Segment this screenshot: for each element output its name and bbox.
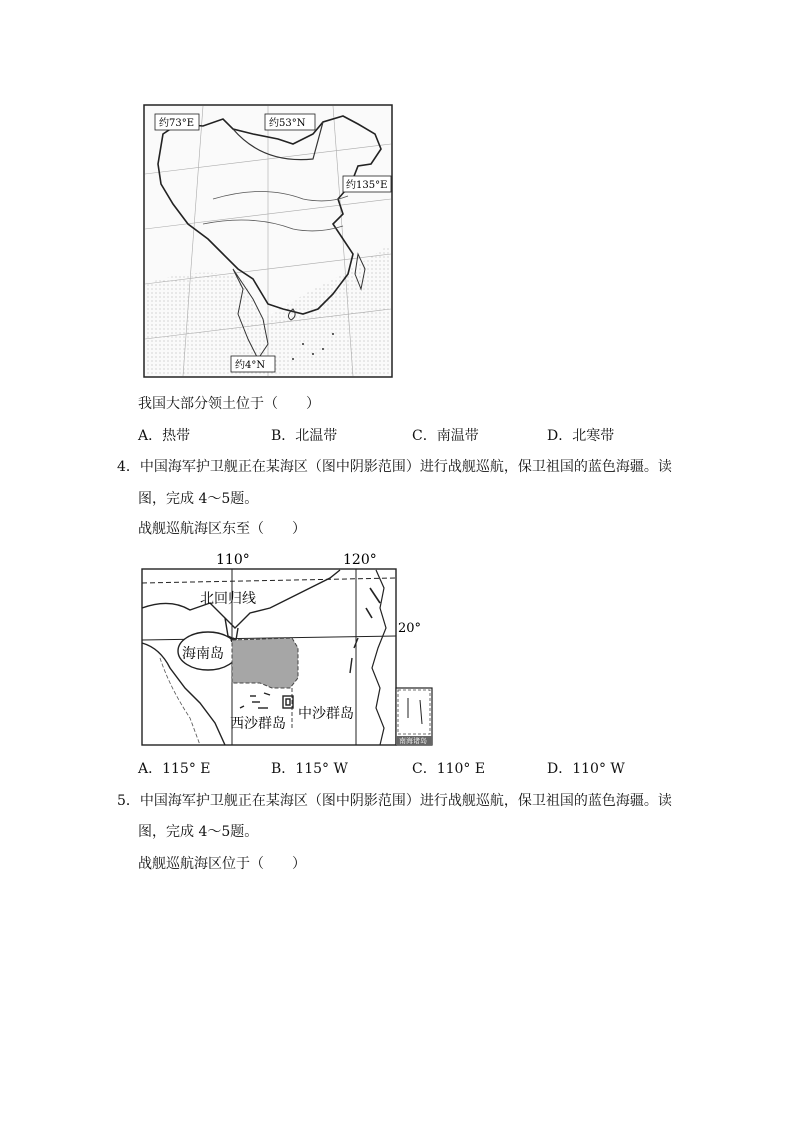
map2-label-xisha: 西沙群岛 (230, 716, 286, 732)
q3-option-a[interactable]: A．热带 (138, 428, 191, 444)
china-map (143, 104, 393, 378)
patrol-area (232, 638, 298, 688)
q4-option-a[interactable]: A．115° E (138, 761, 211, 777)
map1-label-east: 约135°E (346, 180, 388, 191)
map2-label-tropic: 北回归线 (200, 591, 256, 607)
south-china-sea-map (140, 548, 440, 748)
map1-label-west: 约73°E (159, 118, 195, 129)
q3-option-b[interactable]: B．北温带 (271, 428, 338, 444)
map2-label-lon120: 120° (343, 552, 377, 568)
q3-option-c[interactable]: C．南温带 (412, 428, 479, 444)
q5-stem-line2: 图，完成 4～5题。 (138, 824, 259, 840)
map2-label-zhongsha: 中沙群岛 (298, 706, 354, 722)
map1-label-north: 约53°N (269, 118, 306, 129)
map2-label-lat20: 20° (398, 621, 422, 636)
q4-option-c[interactable]: C．110° E (412, 761, 486, 777)
q4-stem-line1: 4．中国海军护卫舰正在某海区（图中阴影范围）进行战舰巡航，保卫祖国的蓝色海疆。读 (117, 459, 672, 475)
q4-option-d[interactable]: D．110° W (547, 761, 625, 777)
map1-label-south: 约4°N (235, 360, 266, 371)
q5-stem-line1: 5．中国海军护卫舰正在某海区（图中阴影范围）进行战舰巡航，保卫祖国的蓝色海疆。读 (117, 793, 672, 809)
q3-option-d[interactable]: D．北寒带 (547, 428, 615, 444)
q4-stem-line2: 图，完成 4～5题。 (138, 491, 259, 507)
map2-label-hainan: 海南岛 (182, 646, 224, 662)
q4-option-b[interactable]: B．115° W (271, 761, 348, 777)
map2-label-inset: 南海诸岛 (399, 737, 427, 745)
map2-label-lon110: 110° (216, 552, 250, 568)
q5-sub: 战舰巡航海区位于（ ） (138, 856, 306, 872)
q3-stem: 我国大部分领土位于（ ） (138, 396, 320, 412)
q4-sub: 战舰巡航海区东至（ ） (138, 521, 306, 537)
